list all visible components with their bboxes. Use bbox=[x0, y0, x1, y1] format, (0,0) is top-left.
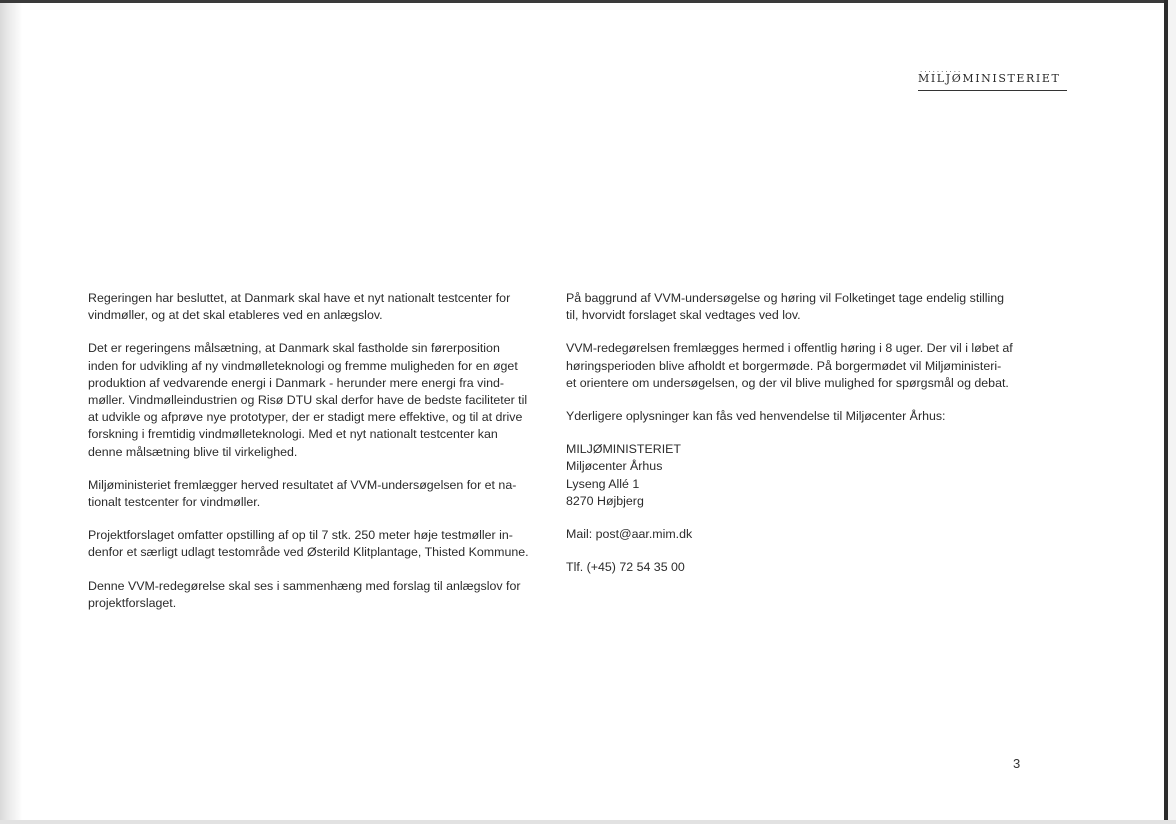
page-number: 3 bbox=[1013, 756, 1021, 771]
scan-edge-right bbox=[1164, 0, 1168, 824]
paragraph: Projektforslaget omfatter opstilling af op til 7 stk. 250 meter høje testmøller in- denfor et særligt udlagt testområde ved Østerild Klitplantage, Thisted Kommune. bbox=[88, 528, 529, 560]
contact-address: MILJØMINISTERIET Miljøcenter Århus Lyseng Allé 1 8270 Højbjerg bbox=[566, 442, 681, 508]
scan-margin-right bbox=[1168, 0, 1176, 824]
brand-dots: .......... bbox=[920, 65, 963, 74]
brand-title: MILJØMINISTERIET bbox=[918, 72, 1061, 85]
left-column bbox=[88, 290, 548, 612]
paragraph: Denne VVM-redegørelse skal ses i sammenhæng med forslag til anlægslov for projektforslaget. bbox=[88, 578, 521, 610]
contact-mail: Mail: post@aar.mim.dk bbox=[566, 527, 693, 542]
paragraph: Det er regeringens målsætning, at Danmark skal fastholde sin førerposition inden for udvikling af ny vindmølleteknologi og fremme muligheden for en øget produktion af vedvarende energi i Danmark - herunder mere energi fra vind- møller. Vindmølleindustrien og Risø DTU skal derfor have de bedste faciliteter til at udvikle og afprøve nye prototyper, der er stadigt mere effektive, og til at drive forskning i fremtidig vindmølleteknologi. Med et nyt nationalt testcenter kan denne målsætning blive til virkelighed. bbox=[88, 341, 528, 459]
paragraph: På baggrund af VVM-undersøgelse og høring vil Folketinget tage endelig stilling til, hvorvidt forslaget skal vedtages ved lov. bbox=[566, 291, 1005, 323]
brand-underline bbox=[918, 90, 1067, 91]
paragraph: Regeringen har besluttet, at Danmark skal have et nyt nationalt testcenter for vindmøller, og at det skal etableres ved en anlægslov. bbox=[88, 291, 511, 323]
right-column bbox=[566, 290, 1036, 576]
paragraph: Miljøministeriet fremlægger herved resultatet af VVM-undersøgelsen for et na- tionalt testcenter for vindmøller. bbox=[88, 477, 517, 510]
paragraph: VVM-redegørelsen fremlægges hermed i offentlig høring i 8 uger. Der vil i løbet af høringsperioden blive afholdt et borgermøde. På borgermødet vil Miljøministeri- et orientere om undersøgelsen, og der vil blive mulighed for spørgsmål og debat. bbox=[566, 341, 1013, 390]
contact-phone: Tlf. (+45) 72 54 35 00 bbox=[566, 560, 685, 575]
scan-edge-left bbox=[0, 0, 22, 824]
scan-edge-bottom bbox=[0, 820, 1176, 824]
scan-edge-top bbox=[0, 0, 1176, 3]
paragraph: Yderligere oplysninger kan fås ved henvendelse til Miljøcenter Århus: bbox=[566, 409, 946, 424]
